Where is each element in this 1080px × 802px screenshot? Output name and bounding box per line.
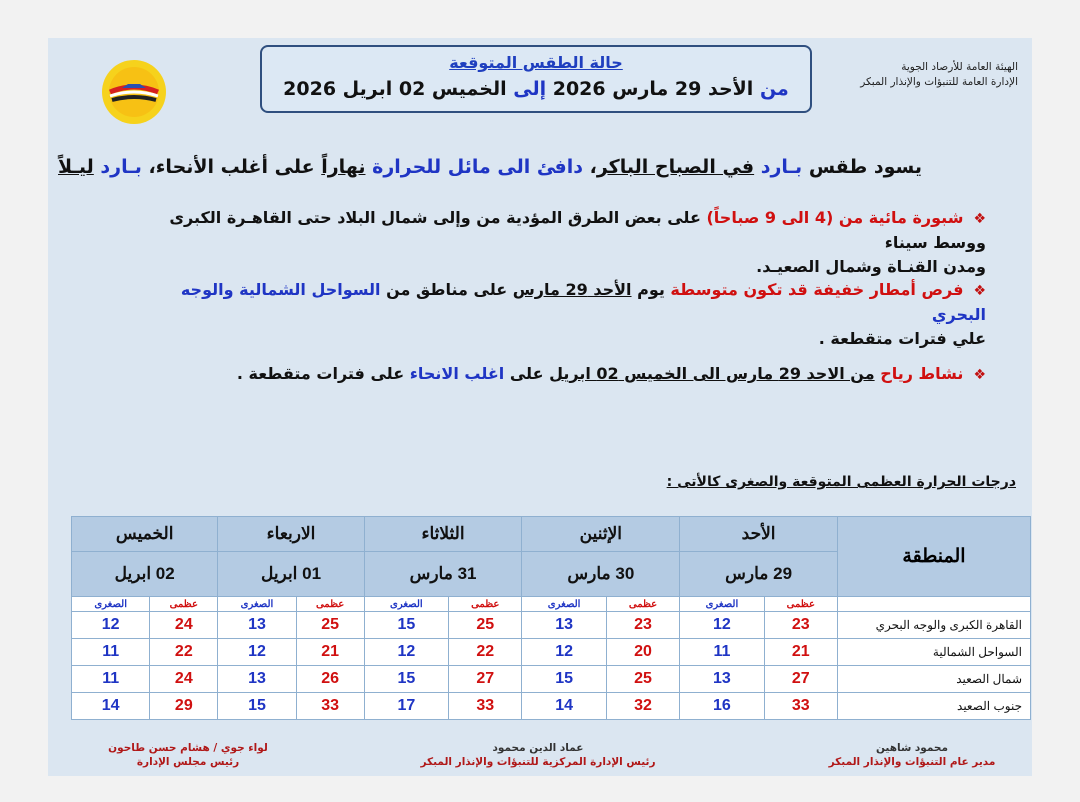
day-header: الأحد — [680, 517, 838, 552]
min-temp: 13 — [522, 612, 606, 639]
day-header: الثلاثاء — [364, 517, 522, 552]
headline-warm: دافئ الى مائل للحرارة — [365, 156, 584, 178]
min-temp: 12 — [72, 612, 150, 639]
rain-warning: فرص أمطار خفيفة قد تكون متوسطة — [670, 280, 964, 299]
headline-text: يسود طقس — [802, 156, 922, 178]
wind-areas: اغلب الانحاء — [409, 364, 505, 383]
region-name: شمال الصعيد — [838, 666, 1031, 693]
min-temp: 15 — [218, 693, 296, 720]
forecast-page — [48, 38, 1032, 776]
min-temp: 12 — [522, 639, 606, 666]
day-date: 29 مارس — [680, 552, 838, 597]
forecast-title-box — [260, 45, 812, 113]
temperature-table — [71, 516, 1031, 720]
weather-headline — [58, 156, 922, 178]
diamond-bullet-icon: ❖ — [973, 211, 986, 227]
signature-title: رئيس الإدارة المركزية للتنبؤات والإنذار المبكر — [420, 756, 656, 768]
wind-warning: نشاط رياح — [880, 364, 964, 383]
to-word: إلى — [513, 78, 547, 100]
max-temp: 25 — [606, 666, 679, 693]
max-temp: 21 — [296, 639, 364, 666]
min-temp: 15 — [522, 666, 606, 693]
from-word: من — [759, 78, 789, 100]
region-name: جنوب الصعيد — [838, 693, 1031, 720]
max-temp: 25 — [296, 612, 364, 639]
fog-text-line2: ومدن القنـاة وشمال الصعيـد. — [756, 257, 986, 276]
signature-title: رئيس مجلس الإدارة — [136, 756, 240, 768]
wind-date-range: من الاحد 29 مارس الى الخميس 02 ابريل — [549, 364, 875, 383]
bullet-fog — [126, 206, 986, 279]
rain-areas: السواحل الشمالية والوجه البحري — [180, 280, 986, 324]
ema-logo — [100, 58, 168, 126]
organization-name: الهيئة العامة للأرصاد الجوية — [901, 61, 1018, 73]
bullet-wind — [126, 362, 986, 387]
min-label: الصغرى — [680, 597, 764, 612]
min-temp: 13 — [218, 612, 296, 639]
forecast-date-range — [262, 78, 810, 100]
max-temp: 23 — [764, 612, 837, 639]
max-temp: 22 — [449, 639, 522, 666]
signature-director — [812, 741, 1012, 769]
rain-text: يوم — [631, 280, 671, 299]
min-label: الصغرى — [218, 597, 296, 612]
from-date: الأحد 29 مارس 2026 — [552, 78, 754, 100]
max-temp: 24 — [150, 666, 218, 693]
max-temp: 21 — [764, 639, 837, 666]
max-label: عظمى — [606, 597, 679, 612]
region-name: القاهرة الكبرى والوجه البحري — [838, 612, 1031, 639]
day-header: الاربعاء — [218, 517, 364, 552]
max-temp: 27 — [449, 666, 522, 693]
min-temp: 15 — [364, 666, 448, 693]
max-temp: 25 — [449, 612, 522, 639]
min-temp: 17 — [364, 693, 448, 720]
max-label: عظمى — [150, 597, 218, 612]
wind-text2: على فترات متقطعة . — [236, 364, 410, 383]
table-row — [72, 612, 1031, 639]
headline-daytime: نهاراً — [321, 156, 366, 178]
signature-name: عماد الدين محمود — [492, 742, 584, 754]
day-date: 01 ابريل — [218, 552, 364, 597]
max-temp: 27 — [764, 666, 837, 693]
diamond-bullet-icon: ❖ — [973, 367, 986, 383]
to-date: الخميس 02 ابريل 2026 — [283, 78, 507, 100]
table-row — [72, 666, 1031, 693]
day-header: الخميس — [72, 517, 218, 552]
headline-cold: بـارد — [754, 156, 803, 178]
min-temp: 12 — [364, 639, 448, 666]
max-temp: 24 — [150, 612, 218, 639]
max-temp: 29 — [150, 693, 218, 720]
min-temp: 11 — [72, 666, 150, 693]
day-date: 31 مارس — [364, 552, 522, 597]
signature-name: محمود شاهين — [875, 742, 949, 754]
rain-text2: على مناطق من — [380, 280, 513, 299]
headline-most-areas: على أغلب الأنحاء، — [141, 156, 322, 178]
headline-early-morning: في الصباح الباكر — [596, 156, 755, 178]
min-temp: 13 — [680, 666, 764, 693]
headline-night: ليـلاً — [58, 156, 94, 178]
max-label: عظمى — [296, 597, 364, 612]
day-date: 30 مارس — [522, 552, 680, 597]
signature-name: لواء جوي / هشام حسن طاحون — [108, 742, 268, 754]
table-row — [72, 693, 1031, 720]
signature-chairman — [88, 741, 288, 769]
min-temp: 14 — [72, 693, 150, 720]
min-temp: 16 — [680, 693, 764, 720]
wind-text: على — [504, 364, 550, 383]
max-temp: 26 — [296, 666, 364, 693]
fog-text: على بعض الطرق المؤدية من وإلى شمال البلاد حتى القاهـرة الكبرى ووسط سيناء — [169, 208, 986, 252]
min-label: الصغرى — [72, 597, 150, 612]
min-temp: 12 — [218, 639, 296, 666]
bullet-rain — [126, 278, 986, 351]
fog-warning: شبورة مائية من (4 الى 9 صباحاً) — [706, 208, 964, 227]
rain-text-line2: علي فترات متقطعة . — [818, 329, 986, 348]
rain-day: الأحد 29 مارس — [512, 280, 632, 299]
headline-sep: ، — [583, 156, 597, 178]
max-temp: 23 — [606, 612, 679, 639]
min-temp: 12 — [680, 612, 764, 639]
max-temp: 20 — [606, 639, 679, 666]
min-temp: 14 — [522, 693, 606, 720]
department-name: الإدارة العامة للتنبؤات والإنذار المبكر — [860, 76, 1018, 88]
max-temp: 33 — [296, 693, 364, 720]
temperature-table-title: درجات الحرارة العظمى المتوقعة والصغرى كالأتى : — [666, 474, 1016, 490]
table-row — [72, 639, 1031, 666]
max-temp: 33 — [449, 693, 522, 720]
signature-title: مدير عام التنبؤات والإنذار المبكر — [828, 756, 996, 768]
max-label: عظمى — [449, 597, 522, 612]
min-temp: 15 — [364, 612, 448, 639]
min-temp: 11 — [680, 639, 764, 666]
max-temp: 32 — [606, 693, 679, 720]
organization-header — [828, 60, 1018, 90]
forecast-heading: حالة الطقس المتوقعة — [449, 53, 623, 72]
day-date: 02 ابريل — [72, 552, 218, 597]
min-temp: 13 — [218, 666, 296, 693]
signature-central-head — [398, 741, 678, 769]
diamond-bullet-icon: ❖ — [973, 283, 986, 299]
min-temp: 11 — [72, 639, 150, 666]
region-subheader-blank — [838, 597, 1031, 612]
day-header: الإثنين — [522, 517, 680, 552]
region-column-header: المنطقة — [838, 517, 1031, 597]
headline-cold-night: بـارد — [93, 156, 142, 178]
min-label: الصغرى — [522, 597, 606, 612]
min-label: الصغرى — [364, 597, 448, 612]
max-temp: 22 — [150, 639, 218, 666]
max-label: عظمى — [764, 597, 837, 612]
region-name: السواحل الشمالية — [838, 639, 1031, 666]
max-temp: 33 — [764, 693, 837, 720]
